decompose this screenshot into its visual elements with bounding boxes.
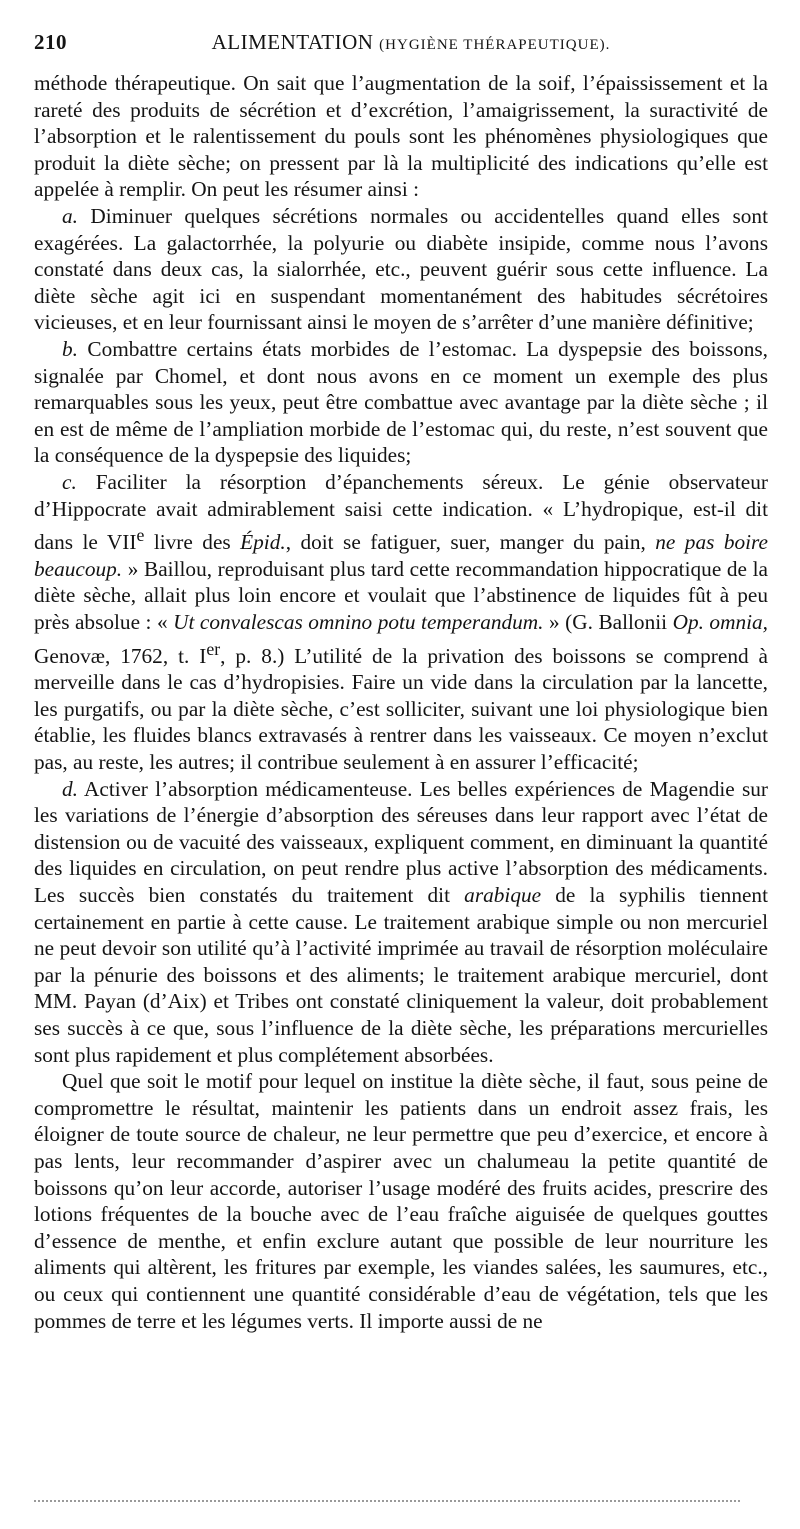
item-label-a: a. (62, 203, 78, 228)
text-run: » Baillou, reproduisant plus tard cette recommandation hippocratique de la diète sèche, allait plus loin encore et voulait que l’abstinence de liquides fût à peu près absolue : « (34, 556, 768, 634)
text-run: , p. 8.) L’utilité de la privation des boissons se comprend à merveille dans le cas d’hydropisies. Faire un vide dans la circulation par la lancette, les purgatifs, ou par la diète sèche, c’est solliciter, suivant une loi physiologique bien établie, les fluides blancs extravasés à rentrer dans les vaisseaux. Ce moyen n’exclut pas, au reste, les autres; il contribue seulement à en assurer l’efficacité; (34, 643, 769, 775)
superscript: er (206, 638, 221, 659)
paragraph-final: Quel que soit le motif pour lequel on institue la diète sèche, il faut, sous peine de compromettre le résultat, maintenir les patients dans un endroit assez frais, les éloigner de toute source de chaleur, ne leur permettre que peu d’exercice, et encore à pas lents, leur recommander d’aspirer avec un chalumeau la petite quantité de boissons qu’on leur accorde, autoriser l’usage modéré des fruits acides, prescrire des lotions fréquentes de la bouche avec de l’eau fraîche aiguisée de quelques gouttes d’essence de menthe, et enfin exclure autant que possible de leur nourriture les aliments qui altèrent, les fritures par exemple, les viandes salées, les saumures, etc., ou ceux qui contiennent une quantité considérable d’eau de végétation, tels que les pommes de terre et les légumes verts. Il importe aussi de ne (34, 1069, 768, 1333)
running-head (94, 30, 768, 55)
item-label-b: b. (62, 336, 78, 361)
paragraph-intro: méthode thérapeutique. On sait que l’augmentation de la soif, l’épaississement et la rareté des produits de sécrétion et d’excrétion, l’amaigrissement, la suractivité de l’absorption et le ralentissement du pouls sont les phénomènes physiologiques que produit la diète sèche; on pressent par là la multiplicité des indications qu’elle est appelée à remplir. On peut les résumer ainsi : (34, 71, 768, 202)
text-run: livre des (144, 530, 241, 555)
text-run: Genovæ, 1762, t. I (34, 643, 207, 668)
superscript: e (136, 525, 145, 546)
italic-run: Ut convalescas omnino potu temperandum. (173, 609, 544, 634)
item-label-c: c. (62, 469, 77, 494)
italic-run: Op. omnia, (672, 609, 768, 634)
running-title: ALIMENTATION (211, 30, 374, 54)
text-run: » (G. Ballonii (543, 609, 673, 634)
paragraph-b (34, 336, 768, 469)
item-text-b: Combattre certains états morbides de l’estomac. La dyspepsie des boissons, signalée par Chomel, et dont nous avons en ce moment un exemple des plus remarquables sous les yeux, peut être combattue avec avantage par la diète sèche ; il en est de même de l’ampliation morbide de l’estomac qui, du reste, n’est souvent que la conséquence de la dyspepsie des liquides; (34, 336, 768, 468)
page-header (34, 30, 768, 70)
running-subtitle: (HYGIÈNE THÉRAPEUTIQUE). (379, 37, 611, 53)
text-run: Faciliter la résorption d’épanchements séreux. Le génie observateur d’Hippocrate avait admirablement saisi cette indication. « L’hydropique, est-il dit dans le VII (34, 469, 768, 555)
text-run: , doit se fatiguer, suer, manger du pain, (285, 530, 656, 555)
body-text (34, 70, 768, 1334)
paragraph-c (34, 469, 768, 776)
paragraph-a (34, 203, 768, 336)
italic-run: Épid. (240, 530, 286, 555)
italic-run: arabique (464, 883, 542, 907)
page-number: 210 (34, 30, 67, 54)
italic-run: ne pas boire beaucoup. (34, 530, 768, 581)
item-label-d: d. (62, 776, 78, 801)
footer-rule (34, 1500, 740, 1502)
text-run: Activer l’absorption médicamenteuse. Les belles expériences de Magendie sur les variations de l’énergie d’absorption des séreuses dans leur rapport avec l’état de distension ou de vacuité des vaisseaux, expliquent comment, en diminuant la quantité des liquides en circulation, on peut rendre plus active l’absorption des médicaments. Les succès bien constatés du traitement dit (34, 776, 768, 907)
item-text-a: Diminuer quelques sécrétions normales ou accidentelles quand elles sont exagérées. La galactorrhée, la polyurie ou diabète insipide, comme nous l’avons constaté dans deux cas, la sialorrhée, etc., peuvent guérir sous cette influence. La diète sèche agit ici en suspendant momentanément des habitudes sécrétoires vicieuses, et en leur fournissant ainsi le moyen de s’arrêter d’une manière définitive; (34, 203, 768, 335)
text-run: de la syphilis tiennent certainement en partie à cette cause. Le traitement arabique simple ou non mercuriel ne peut devoir son utilité qu’à l’activité imprimée au travail de résorption moléculaire par la pénurie des boissons et des aliments; le traitement arabique mercuriel, dont MM. Payan (d’Aix) et Tribes ont constaté cliniquement la valeur, doit probablement ses succès à ce que, sous l’influence de la diète sèche, les préparations mercurielles sont plus rapidement et plus complétement absorbées. (34, 883, 768, 1067)
paragraph-d (34, 776, 768, 1069)
